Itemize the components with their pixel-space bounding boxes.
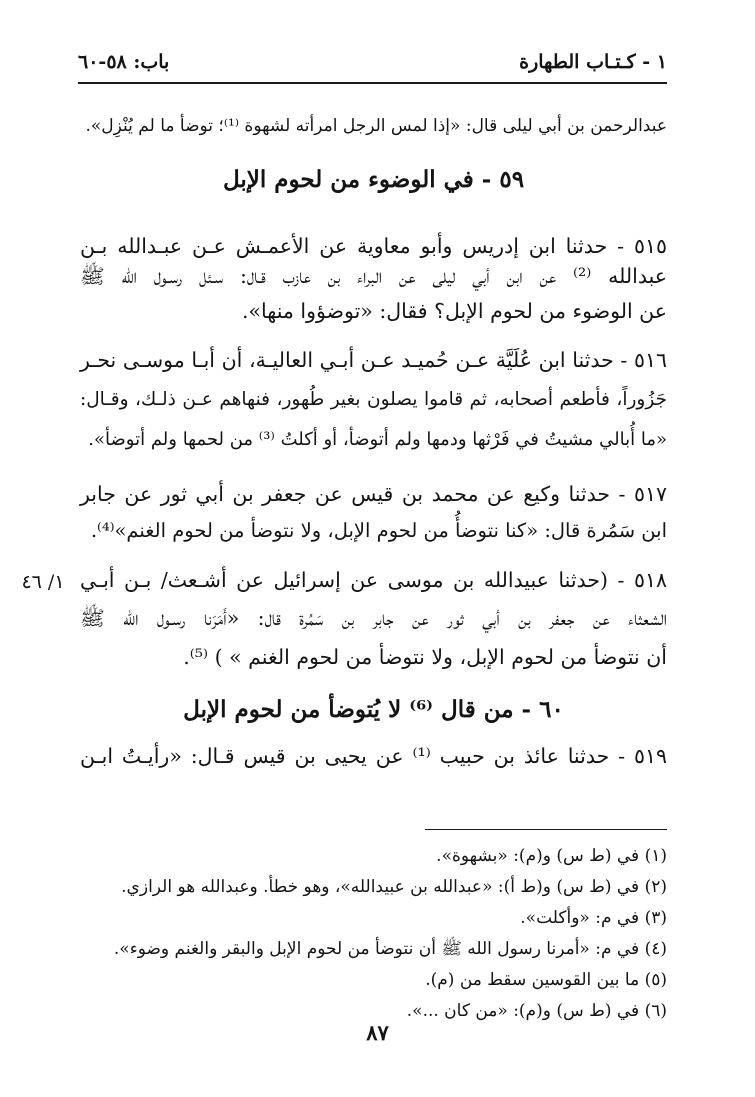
hadith-516-line-1: ٥١٦ - حدثنا ابن عُلَيَّة عـن حُميـد عـن أبـي العاليـة، أن أبـا موسـى نحـر [80, 348, 667, 372]
footnote: (٦) في (ط س) و(م): «من كان ...». [406, 1001, 667, 1021]
running-header [78, 44, 667, 80]
hadith-515-line-2: عبدالله ⁽²⁾ عن ابن أبي ليلى عن البراء بن عازب قـال: سـئل رسـول الله ﷺ [80, 264, 667, 288]
section-heading: ٦٠ - من قال ⁽⁶⁾ لا يُتوضأ من لحوم الإبل [183, 696, 564, 723]
hadith-515-line-3: عن الوضوء من لحوم الإبل؟ فقال: «توضؤوا منها». [241, 299, 667, 323]
hadith-519-line-1: ٥١٩ - حدثنا عائذ بن حبيب ⁽¹⁾ عن يحيى بن قيس قـال: «رأيـتُ ابـن [80, 744, 667, 768]
text-line: عبدالرحمن بن أبي ليلى قال: «إذا لمس الرجل امرأته لشهوة ⁽¹⁾؛ توضأ ما لم يُنْزِل». [85, 116, 667, 136]
footnote: (٤) في م: «أمرنا رسول الله ﷺ أن نتوضأ من لحوم الإبل والبقر والغنم وضوء». [113, 939, 667, 959]
hadith-515-line-1: ٥١٥ - حدثنا ابن إدريس وأبو معاوية عن الأعمـش عـن عبـدالله بـن [80, 234, 667, 258]
footnote: (٣) في م: «وأكلت». [520, 908, 667, 928]
footnote: (٢) في (ط س) و(ط أ): «عبدالله بن عبيدالله»، وهو خطأ. وعبدالله هو الرازي. [121, 877, 667, 897]
hadith-517-line-1: ٥١٧ - حدثنا وكيع عن محمد بن قيس عن جعفر بن أبي ثور عن جابر [80, 482, 667, 506]
footnote: (١) في (ط س) و(م): «بشهوة». [436, 846, 667, 866]
page-number: ٨٧ [366, 1020, 389, 1045]
hadith-518-line-2: الشعثاء عن جعفر بن أبي ثور عن جابر بن سَمُرة قال: «أَمَرَنا رسـول الله ﷺ [80, 606, 667, 630]
section-heading: ٥٩ - في الوضوء من لحوم الإبل [222, 166, 525, 193]
footnote: (٥) ما بين القوسين سقط من (م). [425, 970, 667, 990]
header-divider [78, 82, 667, 84]
margin-volume-reference: ١/ ٤٦ [21, 571, 65, 593]
footnote-divider [425, 829, 667, 830]
hadith-517-line-2: ابن سَمُرة قال: «كنا نتوضأُ من لحوم الإبل، ولا نتوضأ من لحوم الغنم»⁽⁴⁾. [90, 519, 667, 542]
header-section-range: باب: ٥٨-٦٠ [78, 51, 170, 73]
hadith-516-line-2: جَزُوراً، فأطعم أصحابه، ثم قاموا يصلون بغير طُهور، فنهاهم عـن ذلـك، وقـال: [80, 389, 667, 410]
hadith-518-line-3: أن نتوضأ من لحوم الإبل، ولا نتوضأ من لحوم الغنم » ) ⁽⁵⁾. [183, 645, 667, 669]
hadith-516-line-3: «ما أُبالي مشيتُ في فَرْثها ودمها ولم أتوضأ، أو أكلتُ ⁽³⁾ من لحمها ولم أتوضأ». [88, 429, 667, 450]
header-chapter-title: ١ - كـتـاب الطهارة [519, 51, 667, 73]
hadith-518-line-1: ٥١٨ - (حدثنا عبيدالله بن موسى عن إسرائيل عن أشـعث/ بـن أبـي [80, 568, 667, 592]
